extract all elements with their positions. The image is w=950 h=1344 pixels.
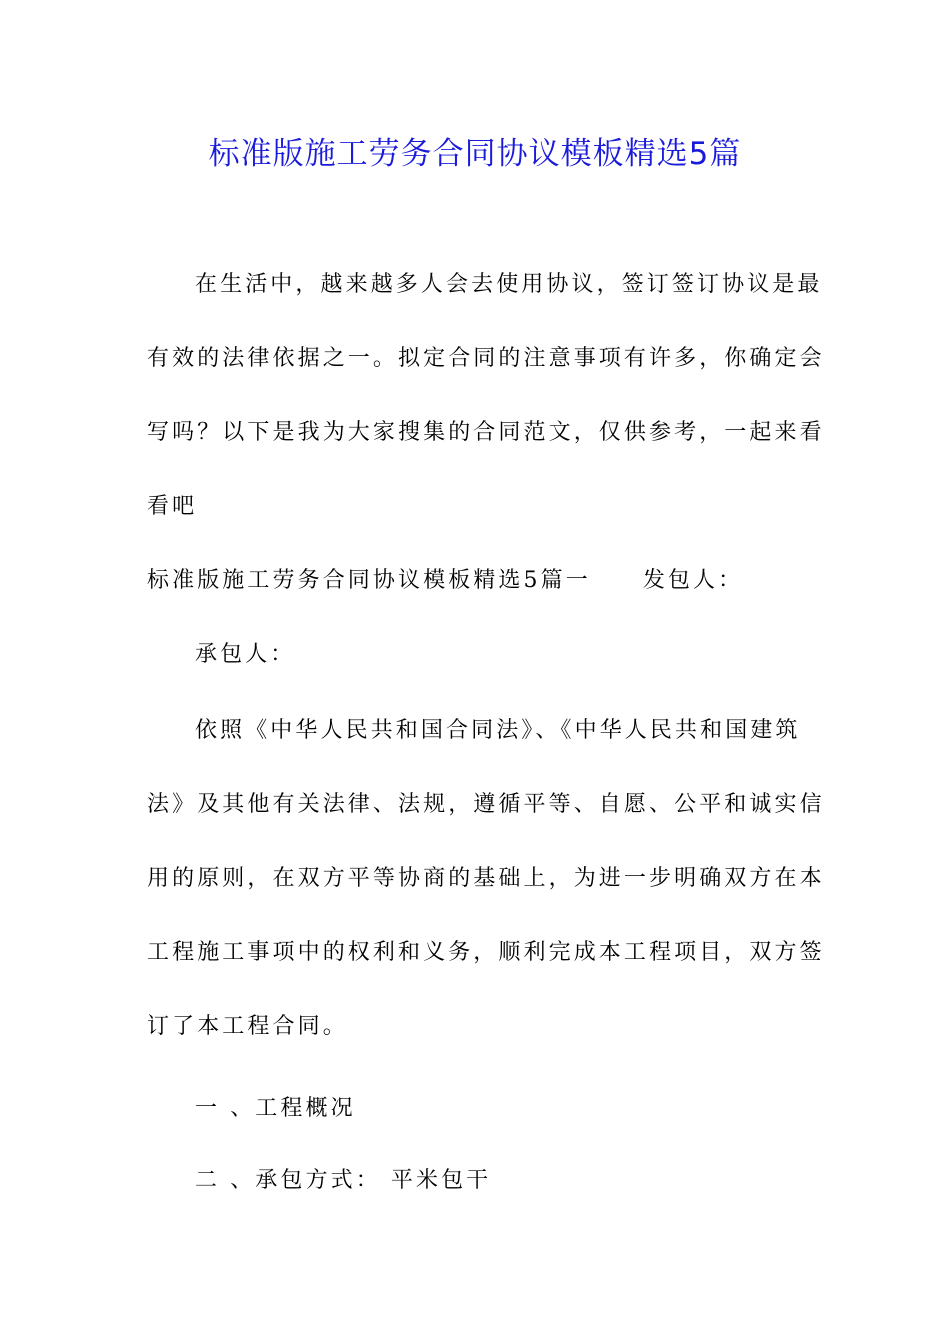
basis-line-1: 依照《中华人民共和国合同法》、《中华人民共和国建筑 xyxy=(195,718,801,743)
item-project-overview xyxy=(147,1072,807,1146)
basis-line-2: 法》及其他有关法律、法规，遵循平等、自愿、公平和诚实信 xyxy=(147,792,825,817)
contractor-line xyxy=(147,618,807,692)
document-title: 标准版施工劳务合同协议模板精选5篇 xyxy=(208,136,742,172)
employer-label: 发包人： xyxy=(642,568,744,593)
item-1-text: 一 、工程概况 xyxy=(195,1096,356,1121)
intro-line-2: 有效的法律依据之一。拟定合同的注意事项有许多，你确定会 xyxy=(147,346,825,371)
intro-line-1: 在生活中，越来越多人会去使用协议，签订签订协议是最 xyxy=(195,272,823,297)
intro-paragraph xyxy=(147,248,825,544)
basis-line-4: 工程施工事项中的权利和义务，顺利完成本工程项目，双方签 xyxy=(147,940,825,965)
section-heading-line xyxy=(147,544,807,618)
contractor-label: 承包人： xyxy=(195,642,296,667)
section-heading: 标准版施工劳务合同协议模板精选5篇一 xyxy=(147,568,591,593)
item-2-text: 二 、承包方式： 平米包干 xyxy=(195,1168,492,1193)
intro-line-3: 写吗？以下是我为大家搜集的合同范文，仅供参考，一起来看 xyxy=(147,420,825,445)
item-contract-method xyxy=(147,1144,807,1218)
basis-line-3: 用的原则，在双方平等协商的基础上，为进一步明确双方在本 xyxy=(147,866,825,891)
basis-paragraph xyxy=(147,694,825,1064)
basis-line-5: 订了本工程合同。 xyxy=(147,1014,348,1039)
intro-line-4: 看吧 xyxy=(147,494,198,519)
